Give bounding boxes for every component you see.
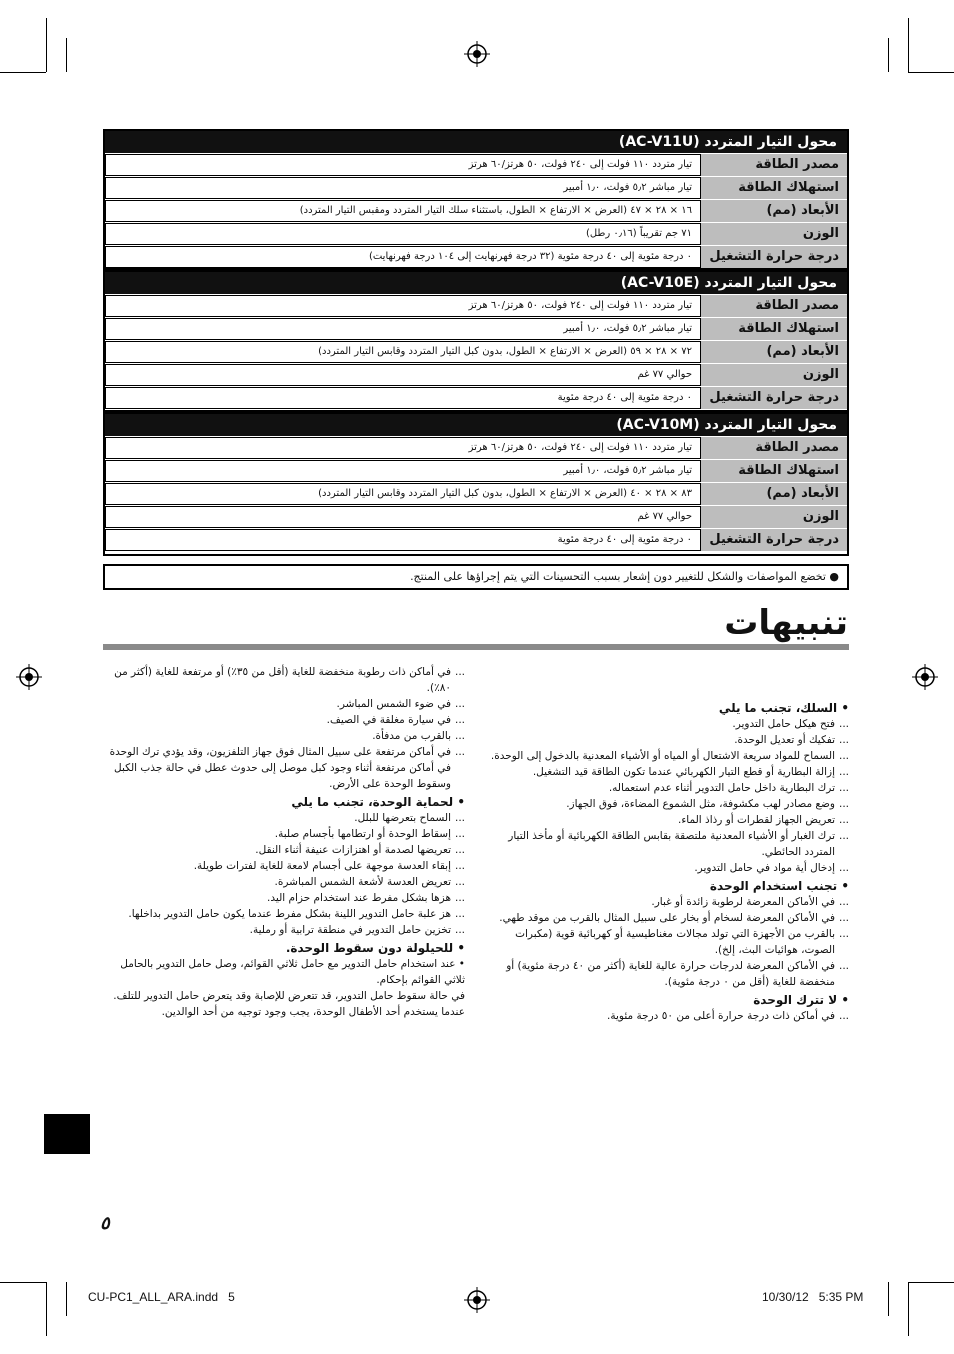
list [105, 810, 465, 938]
list-item: ... إبقاء العدسة موجهة على أجسام لامعة للغاية لفترات طويلة. [105, 858, 465, 874]
title-rule [103, 644, 849, 650]
row-value: تيار مباشر ٥٫٢ فولت، ١٫٠ أمبير [105, 177, 701, 199]
row-value: ٠ درجة مئوية إلى ٤٠ درجة مئوية [105, 529, 701, 551]
table-row [105, 317, 847, 340]
row-value: تيار متردد ١١٠ فولت إلى ٢٤٠ فولت، ٥٠ هرتز/٦٠ هرتز [105, 295, 701, 317]
section-header: محول التيار المتردد (AC-V10M) [105, 414, 847, 436]
registration-mark-icon [912, 664, 938, 690]
row-value: تيار متردد ١١٠ فولت إلى ٢٤٠ فولت، ٥٠ هرتز/٦٠ هرتز [105, 154, 701, 176]
table-row [105, 363, 847, 386]
row-label: استهلاك الطاقة [701, 318, 847, 340]
spec-change-note: ● تخضع المواصفات والشكل للتغيير دون إشعار بسبب التحسينات التي يتم إجراؤها على المنتج. [103, 564, 849, 590]
row-label: الوزن [701, 223, 847, 245]
registration-mark-icon [464, 1287, 490, 1313]
table-row [105, 340, 847, 363]
list-item: ... تعريض العدسة لأشعة الشمس المباشرة. [105, 874, 465, 890]
spec-table-ac-v10m [103, 412, 849, 556]
section-heading: • للحيلولة دون سقوط الوحدة. [285, 941, 465, 955]
table-row [105, 245, 847, 268]
paragraph: عندما يستخدم أحد الأطفال الوحدة، يجب وجود توجيه من أحد الوالدين. [161, 1006, 465, 1018]
spec-table-ac-v11u [103, 129, 849, 270]
list-item: ... هزها بشكل مفرط عند استخدام حزام اليد. [105, 890, 465, 906]
list-item: ... فتح هيكل حامل التدوير. [489, 716, 849, 732]
crop-mark [908, 72, 954, 73]
table-row [105, 459, 847, 482]
row-label: درجة حرارة التشغيل [701, 529, 847, 551]
table-row [105, 386, 847, 409]
crop-mark [66, 1282, 67, 1316]
crop-mark [908, 1282, 954, 1283]
row-label: استهلاك الطاقة [701, 460, 847, 482]
section-heading: • تجنب استخدام الوحدة [709, 879, 849, 893]
list [489, 716, 849, 876]
registration-mark-icon [16, 664, 42, 690]
row-value: ٧١ جم تقريباً (٠٫١٦ رطل) [105, 223, 701, 245]
spec-table-ac-v10e [103, 270, 849, 412]
list-item: ... إدخال أية مواد في حامل التدوير. [489, 860, 849, 876]
row-value: ٧٢ × ٢٨ × ٥٩ (العرض × الارتفاع × الطول، بدون كبل التيار المتردد وقابس التيار المتردد) [105, 341, 701, 363]
list [489, 1008, 849, 1024]
crop-mark [908, 18, 909, 72]
crop-mark [0, 1282, 46, 1283]
list-item: ... إزالة البطارية أو قطع التيار الكهربائي عندما تكون الطاقة قيد التشغيل. [489, 764, 849, 780]
list-item: ... في الأماكن المعرضة لرطوبة زائدة أو غبار. [489, 894, 849, 910]
list-item: ... في الأماكن المعرضة لدرجات حرارة عالية للغاية (أكثر من ٤٠ درجة مئوية) أو منخفضة للغاية (أقل من ٠ درجة مئوية). [489, 958, 849, 990]
list-item: ... بالقرب من مدفأة. [105, 728, 465, 744]
crop-mark [888, 38, 889, 72]
section-heading: • لحماية الوحدة، تجنب ما يلي [291, 795, 465, 809]
right-column [489, 698, 849, 1024]
row-value: حوالي ٧٧ غم [105, 364, 701, 386]
footer-file-name: CU-PC1_ALL_ARA.indd 5 [88, 1290, 235, 1304]
row-value: ١٦ × ٢٨ × ٤٧ (العرض × الارتفاع × الطول، باستثناء سلك التيار المتردد ومقبس التيار المتردد) [105, 200, 701, 222]
left-column [105, 664, 465, 1020]
list-item: ... في الأماكن المعرضة لسخام أو بخار على سبيل المثال بالقرب من موقد طهي. [489, 910, 849, 926]
bullet-paragraph: • عند استخدام حامل التدوير مع حامل ثلاثي القوائم، وصل حامل التدوير بالحامل ثلاثي القوائم بإحكام. [120, 958, 465, 986]
table-row [105, 436, 847, 459]
row-label: الأبعاد (مم) [701, 200, 847, 222]
row-label: درجة حرارة التشغيل [701, 387, 847, 409]
section-tab-marker [44, 1114, 90, 1154]
table-row [105, 199, 847, 222]
crop-mark [908, 1282, 909, 1336]
footer-timestamp: 10/30/12 5:35 PM [762, 1290, 864, 1304]
list-item: ... ترك الغبار أو الأشياء المعدنية ملتصقة بقابس الطاقة الكهربائية أو مأخذ التيار المتردد الحائطي. [489, 828, 849, 860]
row-label: مصدر الطاقة [701, 437, 847, 459]
registration-mark-icon [464, 41, 490, 67]
crop-mark [46, 18, 47, 72]
list-item: ... في أماكن مرتفعة على سبيل المثال فوق جهاز التلفزيون، وقد يؤدي ترك الوحدة في أماكن مرتفعة أثناء وجود كبل موصل إلى حدوث عطل في حالة جذب الكبل وسقوط الوحدة على الأرض. [105, 744, 465, 792]
table-row [105, 222, 847, 245]
row-value: ٠ درجة مئوية إلى ٤٠ درجة مئوية [105, 387, 701, 409]
list-item: ... تفكيك أو تعديل الوحدة. [489, 732, 849, 748]
row-value: تيار متردد ١١٠ فولت إلى ٢٤٠ فولت، ٥٠ هرتز/٦٠ هرتز [105, 437, 701, 459]
list-item: ... تخزين حامل التدوير في منطقة ترابية أو رملية. [105, 922, 465, 938]
row-value: ٨٣ × ٢٨ × ٤٠ (العرض × الارتفاع × الطول، بدون كبل التيار المتردد وقابس التيار المتردد) [105, 483, 701, 505]
row-value: تيار مباشر ٥٫٢ فولت، ١٫٠ أمبير [105, 318, 701, 340]
section-heading: • السلك، تجنب ما يلي [718, 701, 849, 715]
paragraph: في حالة سقوط حامل التدوير، قد تتعرض للإصابة وقد يتعرض حامل التدوير للتلف. [113, 990, 465, 1002]
table-row [105, 176, 847, 199]
table-row [105, 505, 847, 528]
list-item: ... وضع مصادر لهب مكشوفة، مثل الشموع المضاءة، فوق الجهاز. [489, 796, 849, 812]
section-header: محول التيار المتردد (AC-V10E) [105, 272, 847, 294]
list-item: ... في ضوء الشمس المباشر. [105, 696, 465, 712]
list-item: ... إسقاط الوحدة أو ارتطامها بأجسام صلبة. [105, 826, 465, 842]
section-heading: • لا تترك الوحدة [753, 993, 849, 1007]
crop-mark [888, 1282, 889, 1316]
section-header: محول التيار المتردد (AC-V11U) [105, 131, 847, 153]
table-row [105, 482, 847, 505]
list-item: ... بالقرب من الأجهزة التي تولد مجالات مغناطيسية أو كهربائية قوية (مكبرات الصوت، هوائيات البث، إلخ). [489, 926, 849, 958]
list [489, 894, 849, 990]
table-row [105, 528, 847, 551]
list-item: ... في أماكن ذات درجة حرارة أعلى من ٥٠ درجة مئوية. [489, 1008, 849, 1024]
crop-mark [0, 72, 46, 73]
page-number: ٥ [100, 1213, 110, 1234]
list-item: ... تعريض الجهاز لقطرات أو رذاذ الماء. [489, 812, 849, 828]
list-item: ... في أماكن ذات رطوبة منخفضة للغاية (أقل من ٣٥٪) أو مرتفعة للغاية (أكثر من ٨٠٪). [105, 664, 465, 696]
row-label: مصدر الطاقة [701, 154, 847, 176]
page-title: تنبيهات [724, 603, 848, 643]
row-label: الأبعاد (مم) [701, 341, 847, 363]
list-item: ... تعريضها لصدمة أو اهتزازات عنيفة أثناء النقل. [105, 842, 465, 858]
list-item: ... في سيارة مغلقة في الصيف. [105, 712, 465, 728]
row-label: الوزن [701, 506, 847, 528]
row-label: مصدر الطاقة [701, 295, 847, 317]
row-label: الأبعاد (مم) [701, 483, 847, 505]
row-label: الوزن [701, 364, 847, 386]
list-item: ... السماح بتعرضها للبلل. [105, 810, 465, 826]
crop-mark [66, 38, 67, 72]
row-value: تيار مباشر ٥٫٢ فولت، ١٫٠ أمبير [105, 460, 701, 482]
crop-mark [46, 1282, 47, 1336]
table-row [105, 153, 847, 176]
list-item: ... ترك البطارية داخل حامل التدوير أثناء عدم استعماله. [489, 780, 849, 796]
row-value: ٠ درجة مئوية إلى ٤٠ درجة مئوية (٣٢ درجة فهرنهايت إلى ١٠٤ درجة فهرنهايت) [105, 246, 701, 268]
row-label: استهلاك الطاقة [701, 177, 847, 199]
list [105, 664, 465, 792]
list-item: ... هز علبة حامل التدوير اللينة بشكل مفرط عندما يكون حامل التدوير بداخلها. [105, 906, 465, 922]
list-item: ... السماح للمواد سريعة الاشتعال أو المياه أو الأشياء المعدنية بالدخول إلى الوحدة. [489, 748, 849, 764]
table-row [105, 294, 847, 317]
row-value: حوالي ٧٧ غم [105, 506, 701, 528]
row-label: درجة حرارة التشغيل [701, 246, 847, 268]
